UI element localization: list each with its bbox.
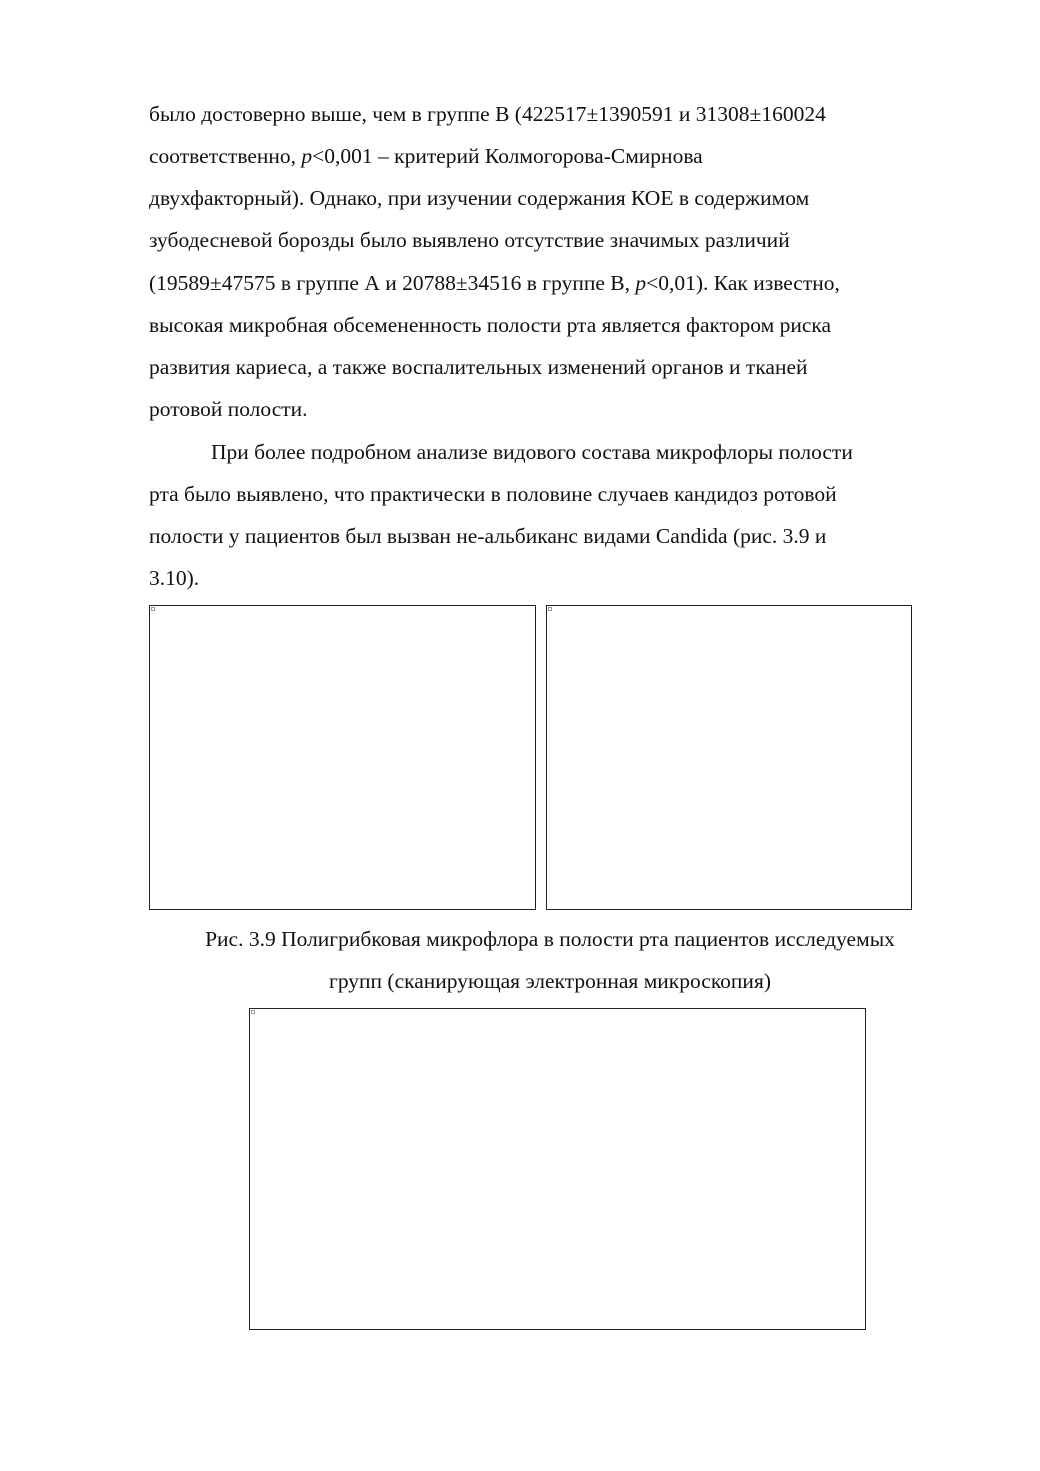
paragraph-line: полости у пациентов был вызван не-альбиканс видами Candida (рис. 3.9 и	[149, 524, 827, 548]
broken-image-icon	[251, 1010, 255, 1014]
paragraph-line: При более подробном анализе видового состава микрофлоры полости	[211, 440, 853, 464]
broken-image-icon	[548, 607, 552, 611]
italic-symbol: p	[301, 144, 313, 168]
caption-line: групп (сканирующая электронная микроскопия)	[329, 969, 771, 993]
caption-line: Рис. 3.9 Полигрибковая микрофлора в полости рта пациентов исследуемых	[205, 927, 895, 951]
paragraph-line: двухфакторный). Однако, при изучении содержания КОЕ в содержимом	[149, 186, 810, 210]
paragraph-line: (19589±47575 в группе А и 20788±34516 в группе В, p<0,01). Как известно,	[149, 271, 840, 295]
broken-image-icon	[151, 607, 155, 611]
paragraph-line: 3.10).	[149, 566, 200, 590]
figure-3-9-image-right	[546, 605, 912, 910]
paragraph-line: развития кариеса, а также воспалительных изменений органов и тканей	[149, 355, 808, 379]
paragraph-line: высокая микробная обсемененность полости рта является фактором риска	[149, 313, 832, 337]
figure-3-10-image	[249, 1008, 866, 1330]
paragraph-line: рта было выявлено, что практически в половине случаев кандидоз ротовой	[149, 482, 837, 506]
paragraph-line: было достоверно выше, чем в группе В (422517±1390591 и 31308±160024	[149, 102, 826, 126]
paragraph-line: ротовой полости.	[149, 397, 308, 421]
paragraph-line: зубодесневой борозды было выявлено отсутствие значимых различий	[149, 228, 790, 252]
italic-symbol: p	[635, 271, 647, 295]
figure-3-9-image-left	[149, 605, 536, 910]
paragraph-line: соответственно, p<0,001 – критерий Колмогорова-Смирнова	[149, 144, 703, 168]
